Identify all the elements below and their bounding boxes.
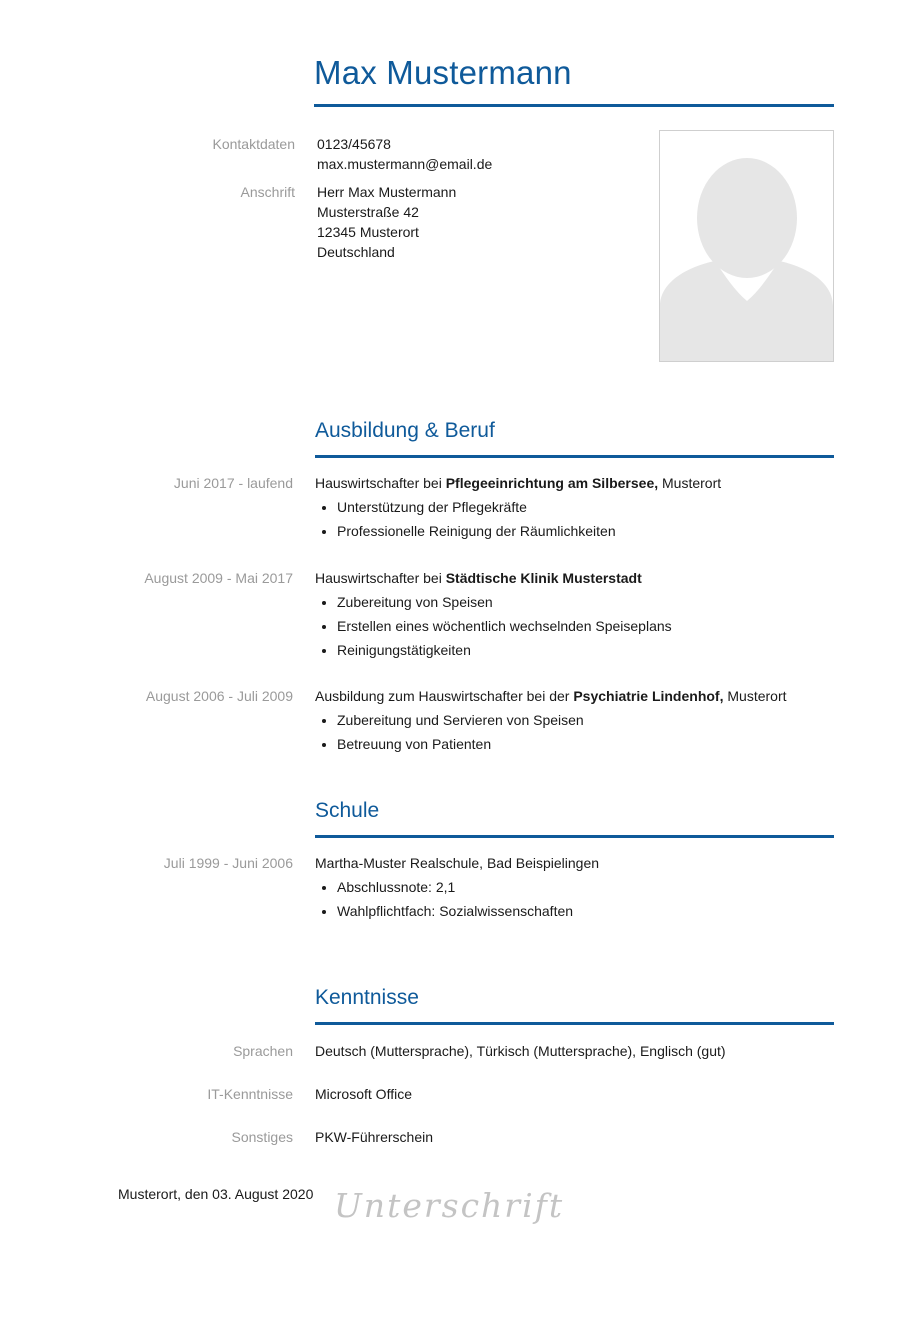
list-item: • Abschlussnote: 2,1 <box>337 875 835 899</box>
skill-label: IT-Kenntnisse <box>207 1086 293 1102</box>
skill-value: Deutsch (Muttersprache), Türkisch (Muttersprache), Englisch (gut) <box>315 1043 726 1059</box>
email-address: max.mustermann@email.de <box>317 156 493 172</box>
section-divider <box>315 835 834 838</box>
job-entry <box>315 568 835 662</box>
place-date: Musterort, den 03. August 2020 <box>118 1186 314 1202</box>
list-item: • Zubereitung und Servieren von Speisen <box>337 708 835 732</box>
signature: Unterschrift <box>334 1186 565 1225</box>
school-entry <box>315 853 835 923</box>
address-line: Musterstraße 42 <box>317 204 419 220</box>
entry-date: August 2006 - Juli 2009 <box>145 688 293 704</box>
entry-heading: Hauswirtschafter bei Städtische Klinik Musterstadt <box>315 570 642 586</box>
address-values <box>317 182 456 262</box>
entry-bullets <box>315 875 835 923</box>
person-silhouette-icon <box>660 131 833 361</box>
entry-date: Juni 2017 - laufend <box>173 475 293 491</box>
list-item: • Reinigungstätigkeiten <box>337 638 835 662</box>
entry-heading: Martha-Muster Realschule, Bad Beispielingen <box>315 855 600 871</box>
contact-label: Kontaktdaten <box>212 136 295 152</box>
entry-date: August 2009 - Mai 2017 <box>144 570 293 586</box>
address-line: Deutschland <box>317 244 395 260</box>
section-title-skills: Kenntnisse <box>315 986 419 1009</box>
section-divider <box>315 1022 834 1025</box>
address-line: 12345 Musterort <box>317 224 419 240</box>
address-label: Anschrift <box>240 184 295 200</box>
entry-bullets <box>315 708 835 756</box>
list-item: • Erstellen eines wöchentlich wechselnden Speiseplans <box>337 614 835 638</box>
skill-label: Sprachen <box>233 1043 293 1059</box>
job-entry <box>315 686 835 756</box>
list-item: • Professionelle Reinigung der Räumlichkeiten <box>337 519 835 543</box>
contact-values <box>317 134 492 174</box>
section-title-school: Schule <box>315 799 380 822</box>
entry-bullets <box>315 495 835 543</box>
list-item: • Betreuung von Patienten <box>337 732 835 756</box>
skill-value: PKW-Führerschein <box>315 1129 434 1145</box>
section-title-education-work: Ausbildung & Beruf <box>315 419 495 442</box>
skill-label: Sonstiges <box>231 1129 293 1145</box>
page-title: Max Mustermann <box>314 54 572 91</box>
job-entry <box>315 473 835 543</box>
entry-bullets <box>315 590 835 662</box>
address-line: Herr Max Mustermann <box>317 184 457 200</box>
profile-photo <box>659 130 834 362</box>
entry-heading: Hauswirtschafter bei Pflegeeinrichtung am Silbersee, Musterort <box>315 475 722 491</box>
title-divider <box>314 104 834 107</box>
list-item: • Unterstützung der Pflegekräfte <box>337 495 835 519</box>
phone-number: 0123/45678 <box>317 136 391 152</box>
entry-heading: Ausbildung zum Hauswirtschafter bei der Psychiatrie Lindenhof, Musterort <box>315 688 787 704</box>
list-item: • Wahlpflichtfach: Sozialwissenschaften <box>337 899 835 923</box>
entry-date: Juli 1999 - Juni 2006 <box>163 855 293 871</box>
section-divider <box>315 455 834 458</box>
list-item: • Zubereitung von Speisen <box>337 590 835 614</box>
skill-value: Microsoft Office <box>315 1086 412 1102</box>
